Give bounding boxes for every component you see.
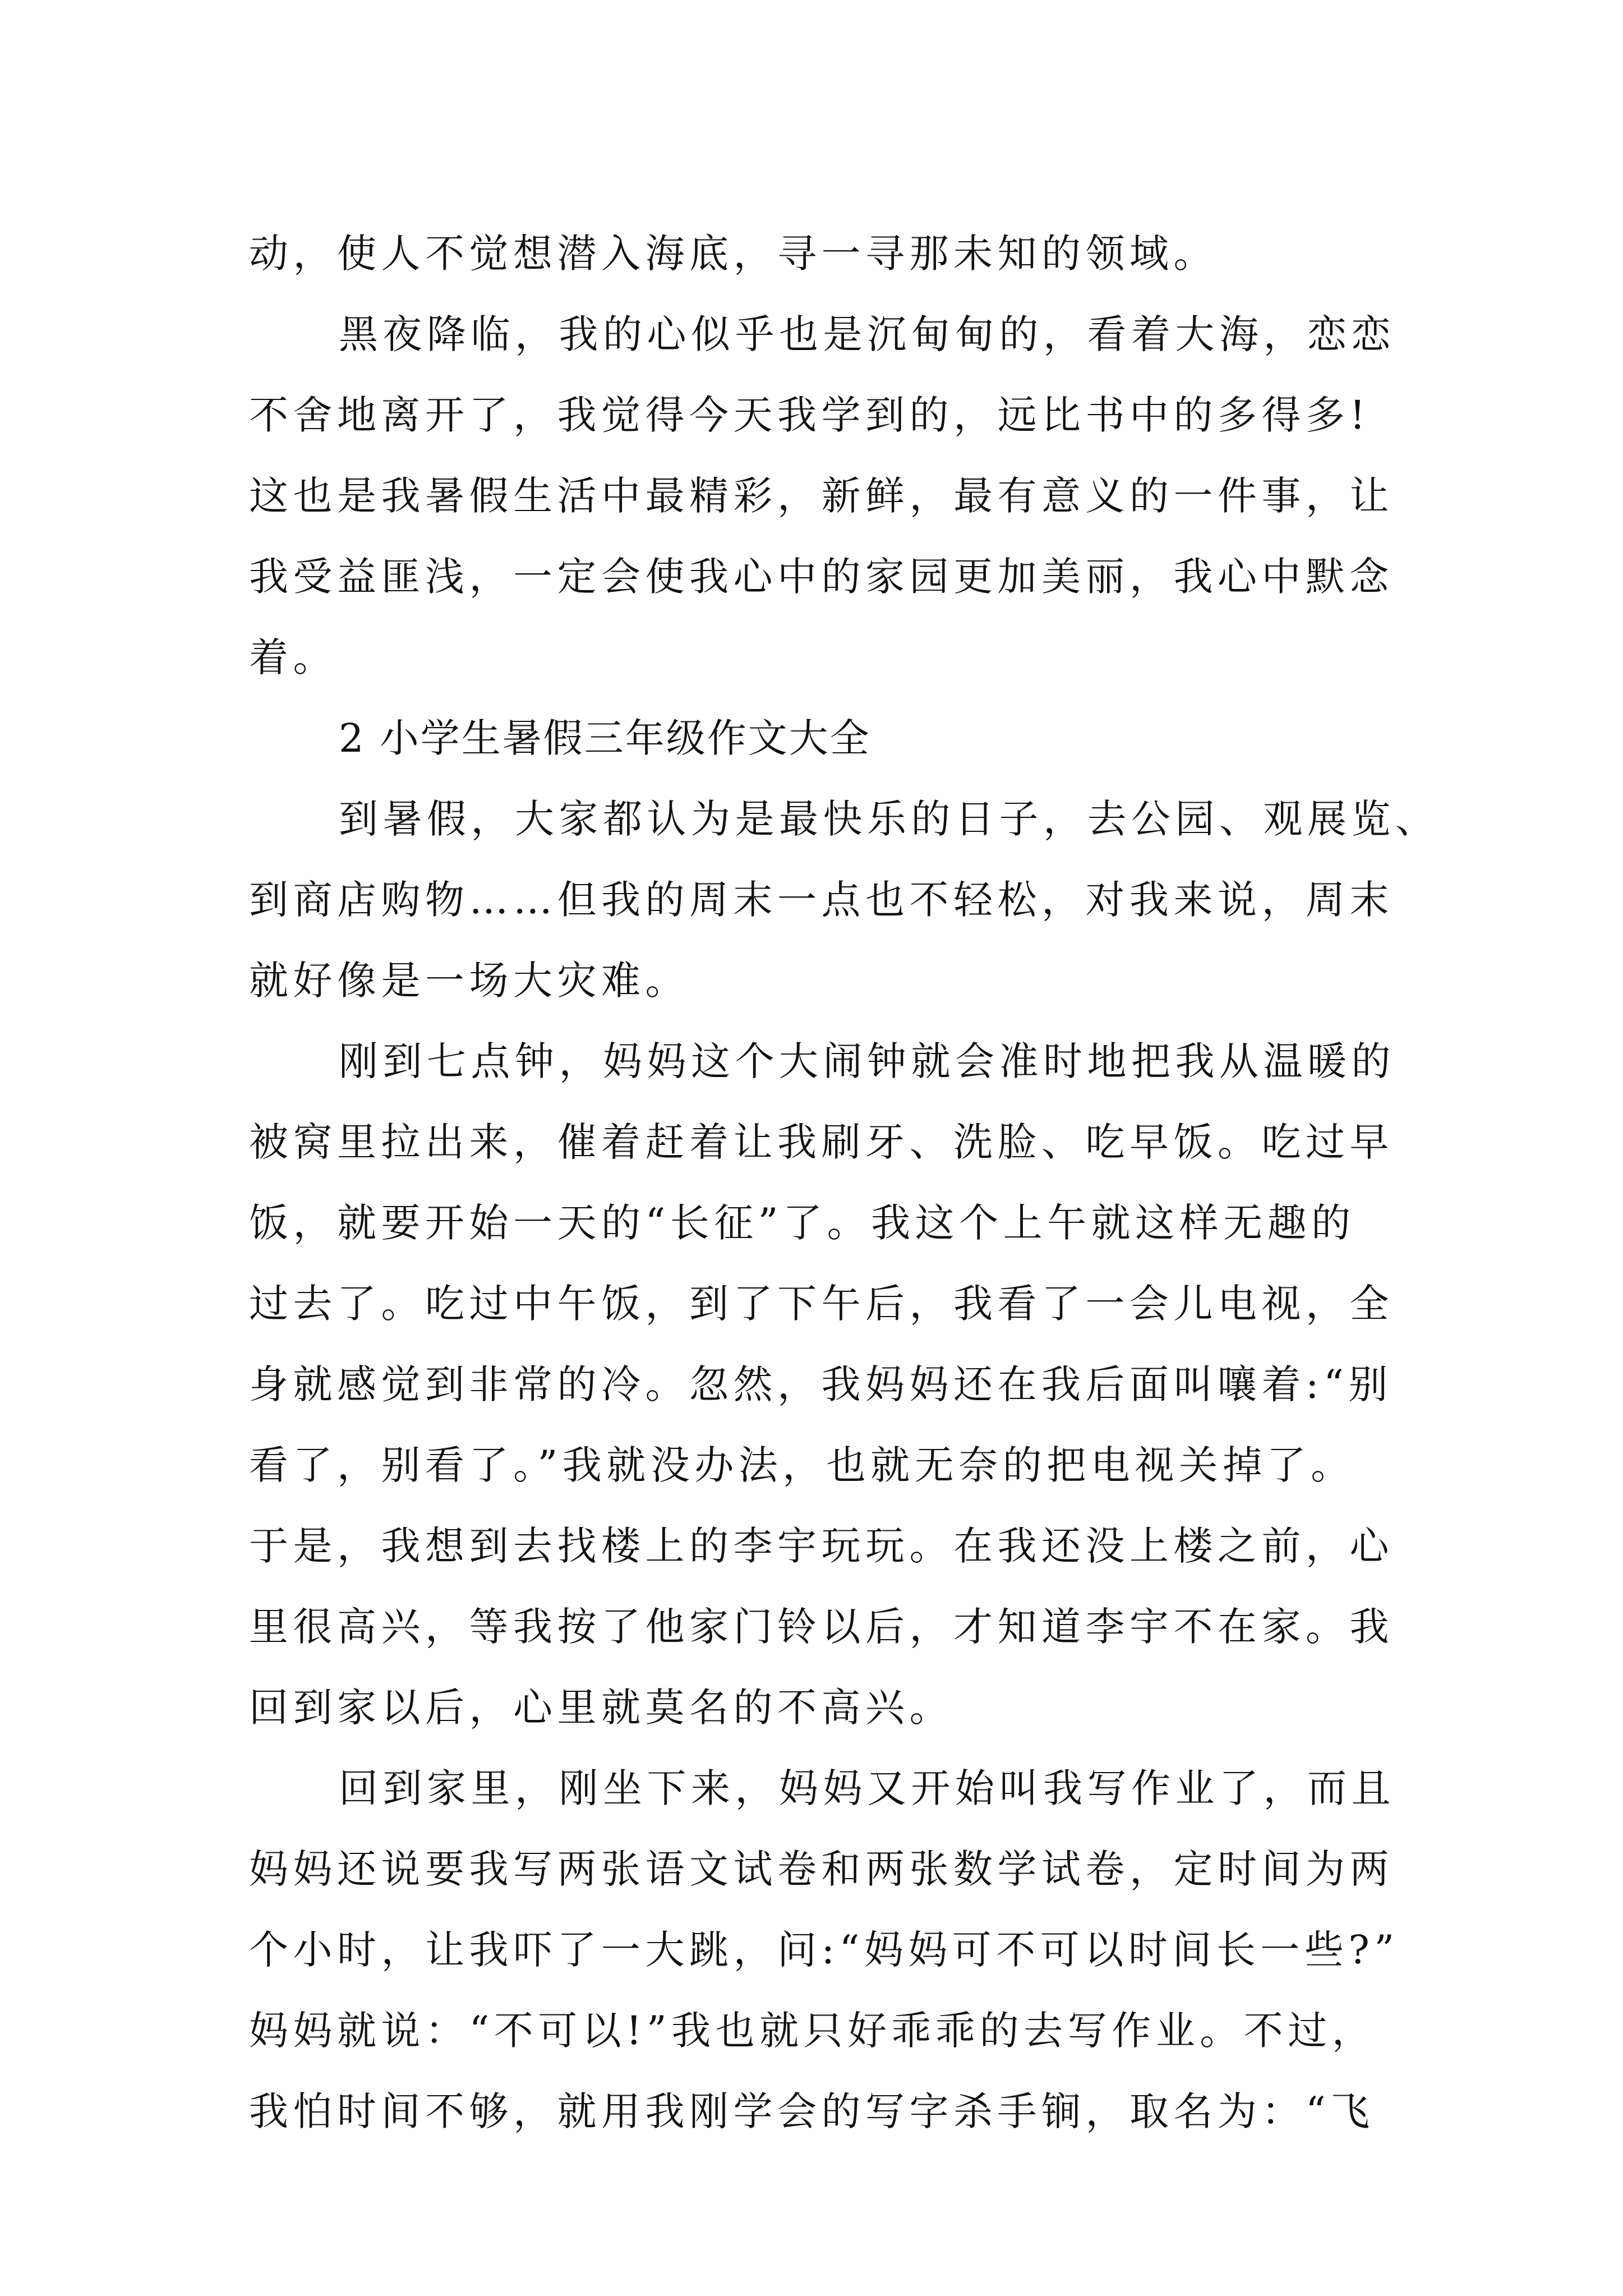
text-line: 看了，别看了。”我就没办法，也就无奈的把电视关掉了。 bbox=[249, 1442, 1355, 1488]
text-line: 到商店购物……但我的周末一点也不轻松，对我来说，周末 bbox=[249, 877, 1394, 923]
text-line: 我受益匪浅，一定会使我心中的家园更加美丽，我心中默念 bbox=[249, 554, 1394, 600]
text-line: 我怕时间不够，就用我刚学会的写字杀手锏，取名为：“飞 bbox=[249, 2088, 1375, 2134]
text-line: 动，使人不觉想潜入海底，寻一寻那未知的领域。 bbox=[249, 231, 1218, 277]
text-line: 就好像是一场大灾难。 bbox=[249, 958, 689, 1004]
text-line: 回到家里，刚坐下来，妈妈又开始叫我写作业了，而且 bbox=[339, 1765, 1395, 1811]
text-line: 着。 bbox=[249, 634, 337, 680]
text-line: 刚到七点钟，妈妈这个大闹钟就会准时地把我从温暖的 bbox=[339, 1038, 1395, 1084]
text-line: 身就感觉到非常的冷。忽然，我妈妈还在我后面叫嚷着:“别 bbox=[249, 1361, 1393, 1407]
text-line: 回到家以后，心里就莫名的不高兴。 bbox=[249, 1685, 953, 1731]
document-body bbox=[249, 213, 1440, 2152]
text-line: 黑夜降临，我的心似乎也是沉甸甸的，看着大海，恋恋 bbox=[339, 311, 1395, 357]
section-heading: 2 小学生暑假三年级作文大全 bbox=[339, 715, 871, 761]
text-line: 个小时，让我吓了一大跳，问:“妈妈可不可以时间长一些?” bbox=[249, 1927, 1399, 1973]
text-line: 这也是我暑假生活中最精彩，新鲜，最有意义的一件事，让 bbox=[249, 473, 1394, 519]
text-line: 不舍地离开了，我觉得今天我学到的，远比书中的多得多! bbox=[249, 392, 1371, 438]
text-line: 妈妈还说要我写两张语文试卷和两张数学试卷，定时间为两 bbox=[249, 1846, 1394, 1892]
text-line: 于是，我想到去找楼上的李宇玩玩。在我还没上楼之前，心 bbox=[249, 1523, 1394, 1569]
text-line: 里很高兴，等我按了他家门铃以后，才知道李宇不在家。我 bbox=[249, 1604, 1394, 1650]
text-line: 到暑假，大家都认为是最快乐的日子，去公园、观展览、 bbox=[339, 796, 1440, 842]
text-line: 被窝里拉出来，催着赶着让我刷牙、洗脸、吃早饭。吃过早 bbox=[249, 1119, 1394, 1165]
text-line: 妈妈就说：“不可以!”我也就只好乖乖的去写作业。不过， bbox=[249, 2008, 1376, 2054]
text-line: 饭，就要开始一天的“长征”了。我这个上午就这样无趣的 bbox=[249, 1200, 1355, 1246]
text-line: 过去了。吃过中午饭，到了下午后，我看了一会儿电视，全 bbox=[249, 1281, 1394, 1327]
